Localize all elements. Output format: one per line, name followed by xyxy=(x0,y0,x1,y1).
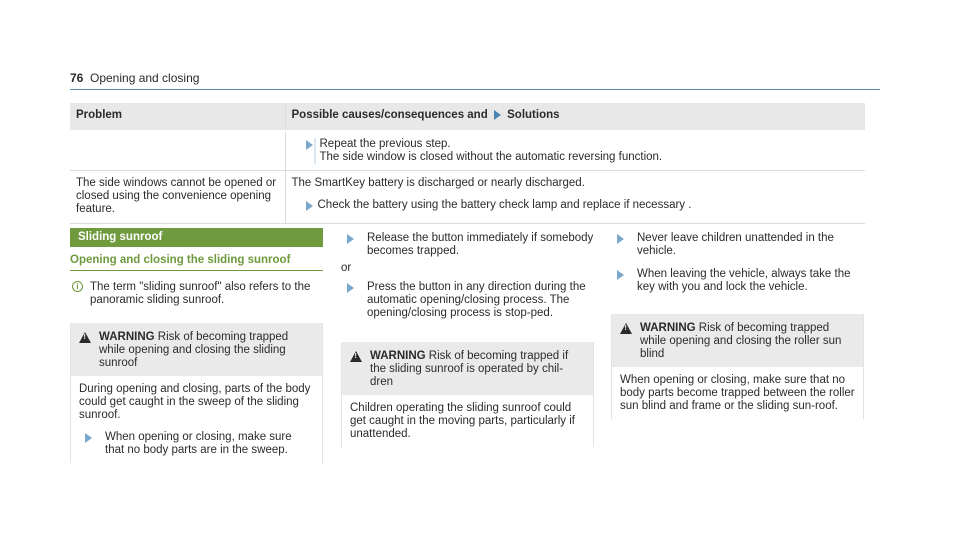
page-title: Opening and closing xyxy=(90,71,200,85)
header-problem: Problem xyxy=(70,103,285,131)
table-row xyxy=(70,171,865,224)
step-text: When opening or closing, make sure that no body parts are in the sweep. xyxy=(105,431,292,456)
warning-text: During opening and closing, parts of the body could get caught in the sweep of the sliding sunroof. xyxy=(79,383,311,421)
arrow-icon xyxy=(85,433,92,443)
warning-box xyxy=(341,342,594,447)
table-cell-solution xyxy=(285,131,865,171)
step-item xyxy=(79,431,314,457)
warning-word: WARNING xyxy=(370,350,426,362)
arrow-icon xyxy=(494,110,501,120)
table-cell-solution xyxy=(285,171,865,224)
warning-header xyxy=(612,314,863,367)
step-item xyxy=(611,232,864,258)
note-text: The term "sliding sunroof" also refers to the panoramic sliding sunroof. xyxy=(90,281,311,306)
step-text: When leaving the vehicle, always take the key with you and lock the vehicle. xyxy=(637,268,851,293)
step-item xyxy=(292,199,860,212)
warning-word: WARNING xyxy=(99,331,155,343)
step-text: Release the button immediately if somebody becomes trapped. xyxy=(367,232,594,257)
step-text: Check the battery using the battery check lamp and replace if necessary . xyxy=(317,199,692,211)
page-number: 76 xyxy=(70,71,84,85)
step-item xyxy=(341,281,594,320)
warning-icon xyxy=(79,332,91,343)
warning-box xyxy=(611,314,864,419)
arrow-icon xyxy=(306,140,313,150)
warning-text: Children operating the sliding sunroof could get caught in the moving parts, particularly if unattended. xyxy=(350,402,576,440)
warning-text: When opening or closing, make sure that no body parts become trapped between the roller sun blind and frame or the sliding sun-roof. xyxy=(620,374,855,412)
step-item xyxy=(292,138,860,164)
warning-body xyxy=(342,395,593,447)
table-cell-problem xyxy=(70,131,285,171)
note xyxy=(70,281,323,307)
warning-word: WARNING xyxy=(640,322,696,334)
step-result: The side window is closed without the automatic reversing function. xyxy=(319,151,663,163)
arrow-icon xyxy=(617,234,624,244)
warning-head-text: Risk of becoming trapped while opening and closing the roller sun blind xyxy=(640,322,842,360)
warning-header xyxy=(342,342,593,395)
or-label: or xyxy=(341,262,352,274)
sub-title: Opening and closing the sliding sunroof xyxy=(70,254,323,271)
step-item xyxy=(341,232,594,258)
arrow-icon xyxy=(306,201,313,211)
warning-body xyxy=(612,367,863,419)
step-item xyxy=(611,268,864,294)
arrow-icon xyxy=(347,283,354,293)
warning-head-text: Risk of becoming trapped while opening and closing the sliding sunroof xyxy=(99,331,289,369)
header-solutions-prefix: Possible causes/consequences and xyxy=(291,109,488,121)
arrow-icon xyxy=(617,270,624,280)
warning-box xyxy=(70,323,323,463)
table-cell-problem: The side windows cannot be opened or closed using the convenience opening feature. xyxy=(70,171,285,224)
header-solutions xyxy=(285,103,865,131)
table-header-row xyxy=(70,103,865,131)
column-1 xyxy=(70,228,323,463)
info-icon: i xyxy=(72,281,83,292)
column-2 xyxy=(341,228,594,447)
table-row xyxy=(70,131,865,171)
warning-body xyxy=(71,376,322,463)
warning-icon xyxy=(620,323,632,334)
warning-header xyxy=(71,323,322,376)
arrow-icon xyxy=(347,234,354,244)
header-solutions-suffix: Solutions xyxy=(507,109,560,121)
troubleshooting-table xyxy=(70,103,865,224)
section-title: Sliding sunroof xyxy=(70,228,323,247)
page-header xyxy=(70,72,880,90)
warning-icon xyxy=(350,351,362,362)
column-3 xyxy=(611,228,864,419)
cause-text: The SmartKey battery is discharged or nearly discharged. xyxy=(291,177,585,189)
step-text: Never leave children unattended in the vehicle. xyxy=(637,232,834,257)
warning-head-text: Risk of becoming trapped if the sliding sunroof is operated by chil-dren xyxy=(370,350,569,388)
step-text: Press the button in any direction during the automatic opening/closing process. The opening/closing process is stop-ped. xyxy=(367,281,586,319)
step-text: Repeat the previous step. xyxy=(319,138,451,150)
